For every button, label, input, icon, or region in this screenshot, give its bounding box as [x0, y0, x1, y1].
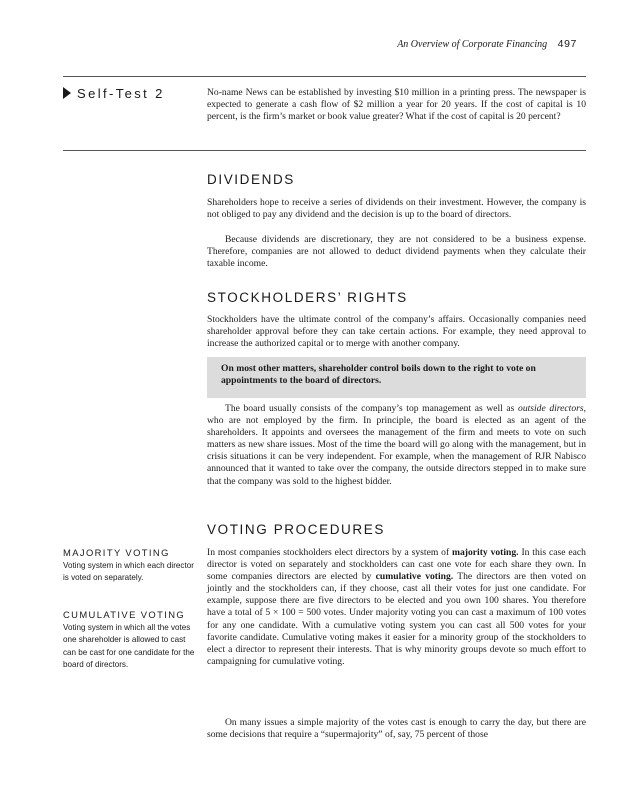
self-test-label: [63, 86, 165, 101]
voting-text-c: The directors are then voted on jointly and the stockholders can, if they choose, cast all their votes for just one candidate. For example, suppose there are five directors to be elected and you own 100 shares. You therefore have a total of 5 × 100 = 500 votes. Under majority voting you can cast a maximum of 100 votes for any one candidate. With a cumulative voting system you can cast all 500 votes for your favorite candidate. Cumulative voting makes it easier for a minority group of the stockholders to elect a director to represent their interests. That is why minority groups devote so much effort to campaigning for cumulative voting.: [207, 571, 586, 667]
glossary-majority-voting-term: MAJORITY VOTING: [63, 547, 170, 558]
glossary-cumulative-voting-definition: Voting system in which all the votes one shareholder is allowed to cast can be cast for one candidate for the board of directors.: [63, 623, 195, 669]
self-test-question: No-name News can be established by investing $10 million in a printing press. The newspaper is expected to generate a cash flow of $2 million a year for 20 years. If the cost of capital is 10 percent, is the firm’s market or book value greater? What if the cost of capital is 20 percent?: [207, 87, 586, 123]
glossary-cumulative-voting-term: CUMULATIVE VOTING: [63, 609, 186, 620]
dividends-paragraph-1: Shareholders hope to receive a series of dividends on their investment. However, the company is not obliged to pay any dividend and the decision is up to the board of directors.: [207, 197, 586, 221]
voting-procedures-heading: VOTING PROCEDURES: [207, 522, 385, 537]
voting-paragraph-2: On many issues a simple majority of the votes cast is enough to carry the day, but there are some decisions that require a “supermajority” of, say, 75 percent of those: [207, 717, 586, 741]
dividends-paragraph-2: Because dividends are discretionary, they are not considered to be a business expense. Therefore, companies are not allowed to deduct dividend payments when they calculate their taxable income.: [207, 234, 586, 270]
key-point-callout: On most other matters, shareholder control boils down to the right to vote on appointments to the board of directors.: [207, 357, 586, 398]
stockholders-rights-paragraph-2: [207, 403, 586, 488]
board-text-a: The board usually consists of the company’s top management as well as: [225, 403, 519, 414]
running-head: [397, 38, 577, 50]
majority-voting-term: majority voting.: [452, 547, 519, 558]
dividends-heading: DIVIDENDS: [207, 172, 295, 187]
top-rule: [63, 76, 586, 77]
board-text-b: who are not employed by the firm. In principle, the board is elected as an agent of the shareholders. It appoints and oversees the management of the firm and meets to vote on such matters as new share issues. Most of the time the board will go along with the management, but in crisis situations it can be very independent. For example, when the management of RJR Nabisco announced that it wanted to take over the company, the outside directors stepped in to make sure that the company was sold to the highest bidder.: [207, 415, 586, 487]
glossary-majority-voting-definition: Voting system in which each director is voted on separately.: [63, 561, 194, 583]
stockholders-rights-paragraph-1: Stockholders have the ultimate control of the company’s affairs. Occasionally companies need shareholder approval before they can take certain actions. For example, they need approval to increase the authorized capital or to merge with another company.: [207, 314, 586, 350]
triangle-marker-icon: [63, 87, 71, 99]
running-head-title: An Overview of Corporate Financing: [397, 39, 548, 50]
cumulative-voting-term: cumulative voting.: [375, 571, 454, 583]
self-test-bottom-rule: [63, 150, 586, 151]
outside-directors-term: outside directors,: [518, 403, 587, 414]
voting-paragraph-1: [207, 547, 586, 668]
stockholders-rights-heading: STOCKHOLDERS’ RIGHTS: [207, 290, 408, 305]
page-number: 497: [557, 38, 577, 50]
voting-text-b: In this case each director is voted on separately and stockholders can cast one vote for each share they own. In some companies directors are elected by: [207, 547, 586, 583]
voting-text-a: In most companies stockholders elect directors by a system of: [207, 547, 453, 558]
self-test-label-text: Self-Test 2: [77, 86, 165, 101]
